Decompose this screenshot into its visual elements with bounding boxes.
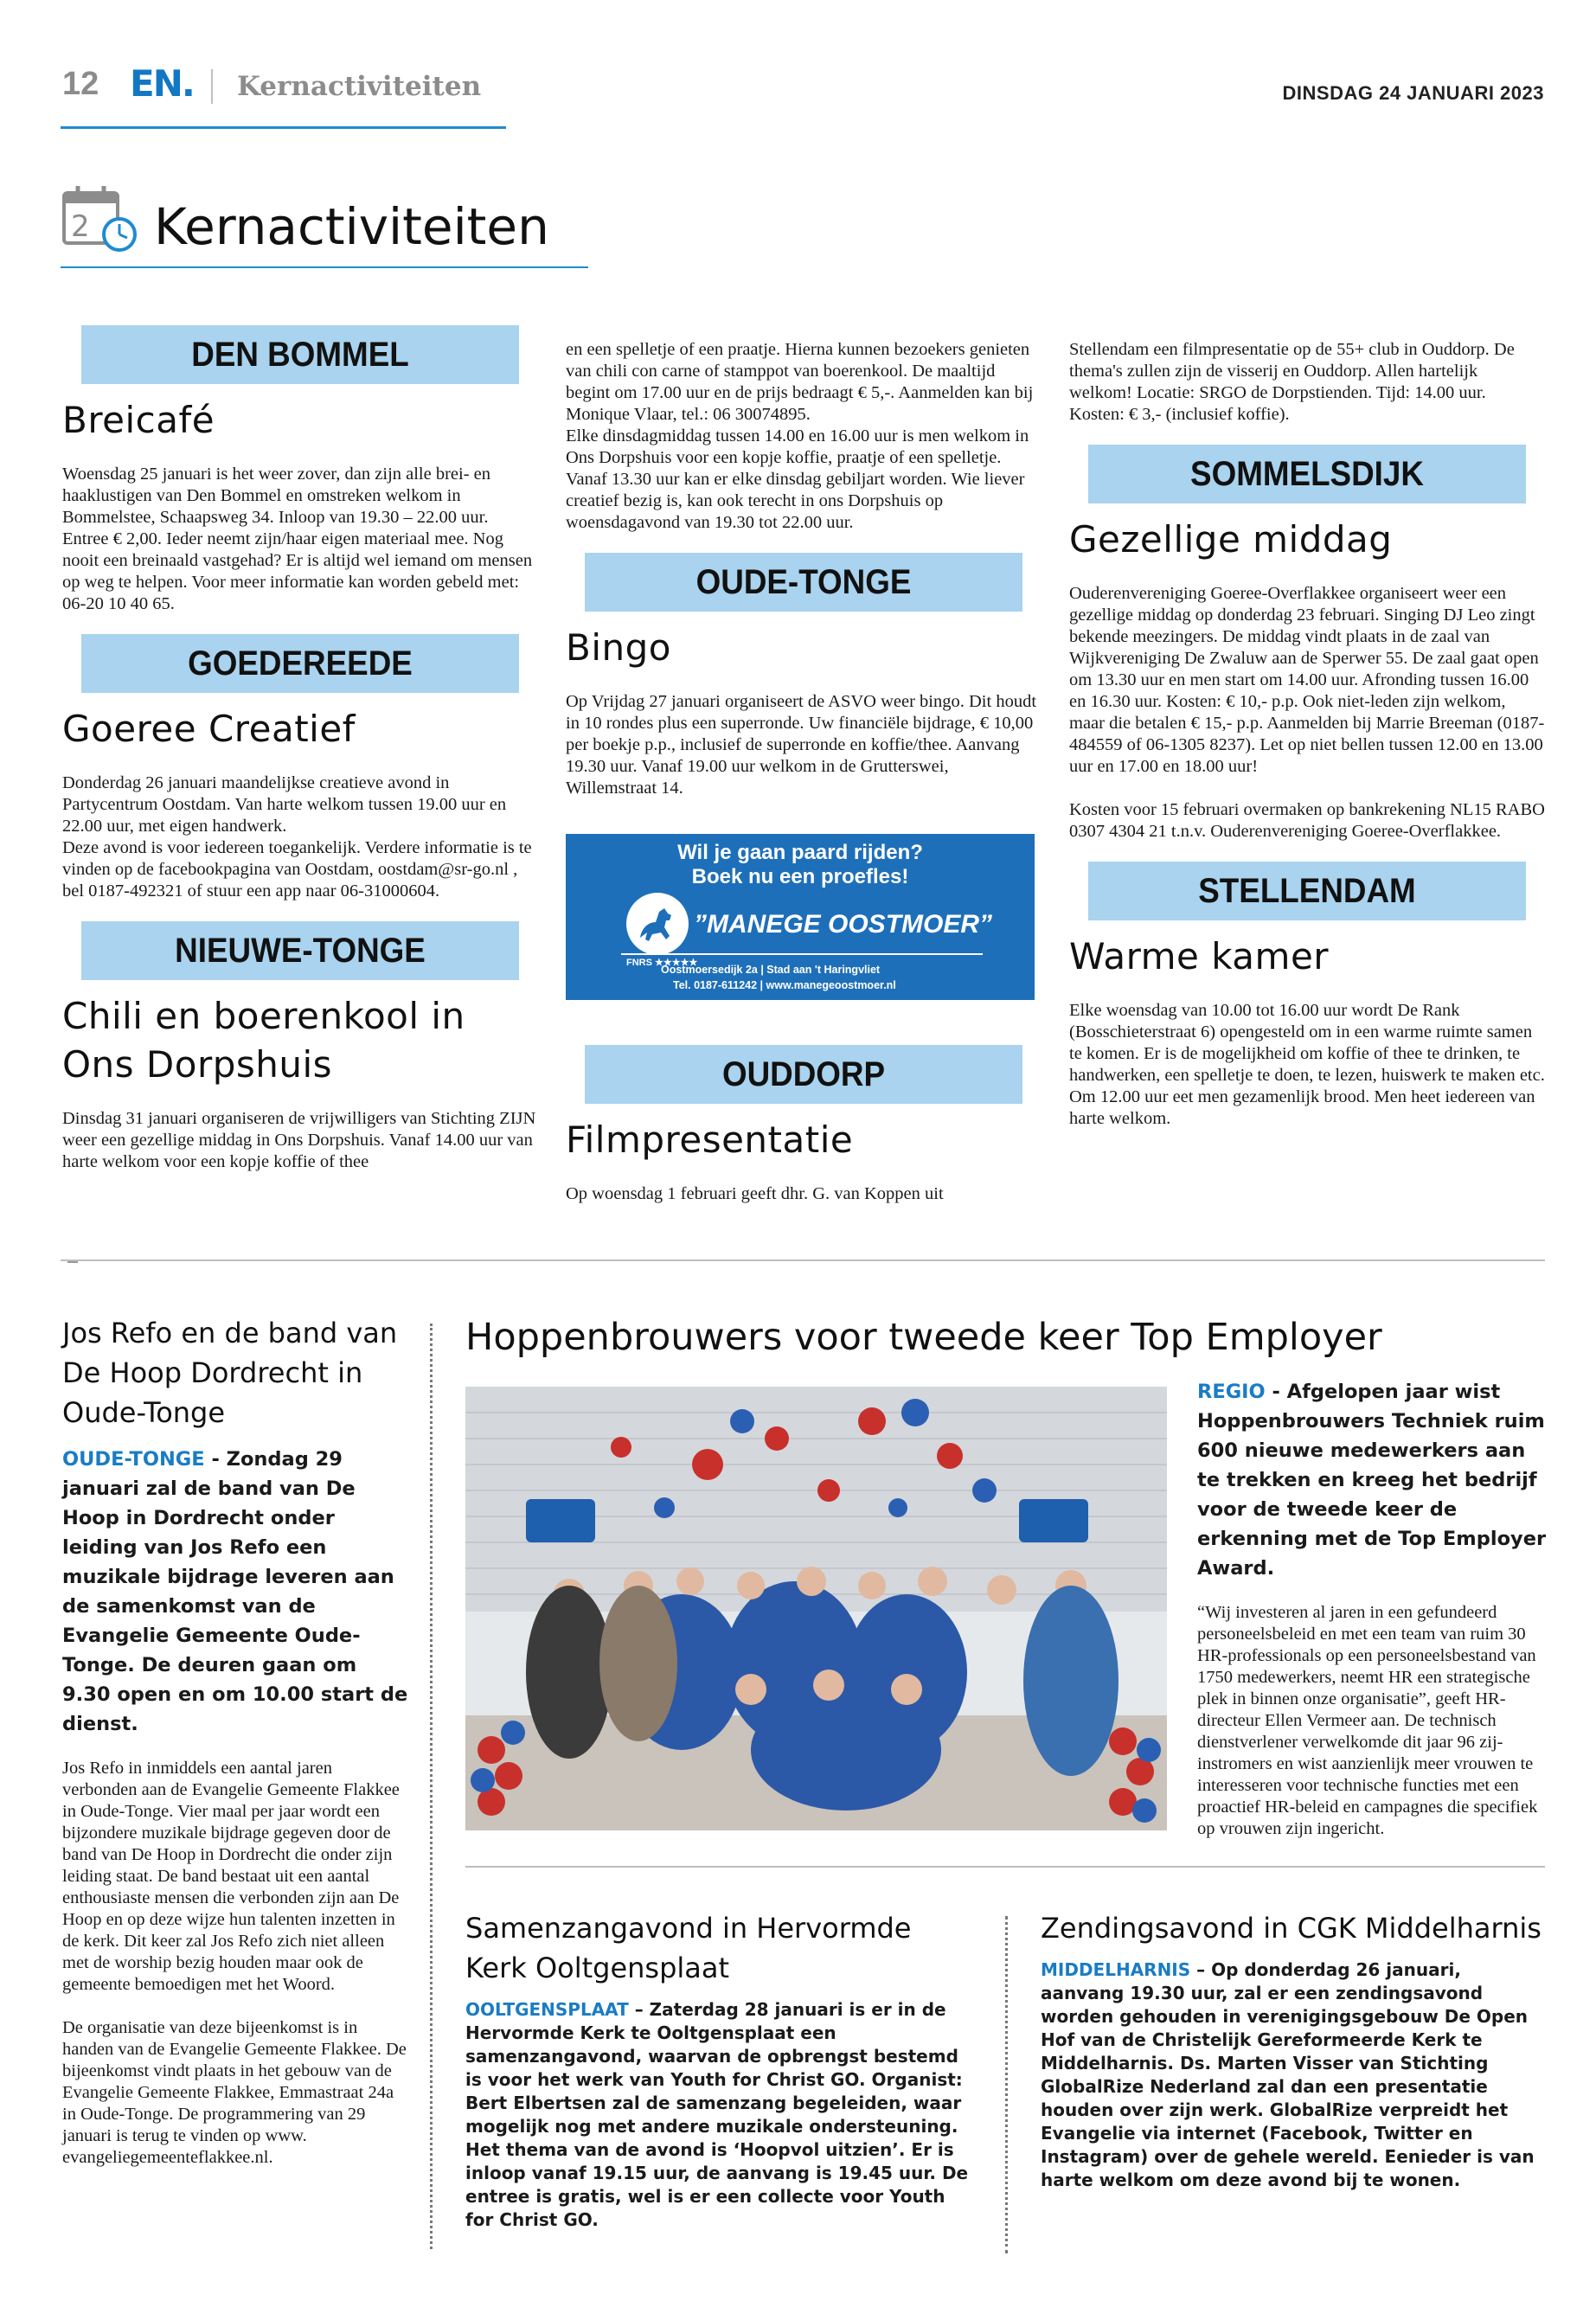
place-band-goedereede: GOEDEREEDE bbox=[81, 634, 519, 693]
dateline: REGIO bbox=[1197, 1381, 1266, 1403]
column-dotted-divider bbox=[1005, 1916, 1008, 2253]
column-dotted-divider bbox=[430, 1324, 433, 2249]
story-body: “Wij investeren al jaren in een gefundeerd personeelsbeleid en met een team van ruim 30 HR-professionals op een personeelsbestand van 1750 medewerkers, neemt HR een strategische plek in binnen onze organisatie”, geeft HR-directeur Ellen Vermeer aan. De technisch dienstverlener verwelkomde dit jaar 96 zij-instromers en wist aanzienlijk meer vrouwen te interesseren voor technische functies met een proactief HR-beleid en campagnes die specifiek op vrouwen zijn ingericht. bbox=[1197, 1603, 1538, 1838]
story-jos-refo bbox=[62, 1313, 408, 2169]
story-heading: Samenzangavond in Hervormde Kerk Ooltgensplaat bbox=[465, 1912, 912, 1984]
ad-subheadline: Boek nu een proefles! bbox=[691, 865, 909, 888]
article-body: Ouderenvereniging Goeree-Overflakkee organiseert weer een gezellige middag op donderdag 23 februari. Singing DJ Leo zingt bekende meezingers. De middag vindt plaats in de zaal van Wijkvereniging De Zwaluw aan de Sperwer 55. De zaal gaat open om 13.30 uur en men start om 14.00 uur. Afronding tussen 16.00 en 16.30 uur. Kosten: € 10,- p.p. Ook niet-leden zijn welkom, maar die betalen € 15,- p.p. Aanmelden bij Marrie Breeman (0187-484559 of 06-1305 8237). Let op niet bellen tussen 12.00 en 13.00 uur en 17.00 en 18.00 uur! bbox=[1069, 584, 1545, 776]
dateline: MIDDELHARNIS bbox=[1041, 1959, 1191, 1980]
article-body: Op woensdag 1 februari geeft dhr. G. van Koppen uit bbox=[566, 1184, 944, 1203]
story-lead: - Afgelopen jaar wist Hoppenbrouwers Techniek ruim 600 nieuwe medewerkers aan te trekken en kreeg het bedrijf voor de tweede keer de erkenning met de Top Employer Award. bbox=[1197, 1381, 1547, 1580]
article-body-continued: en een spelletje of een praatje. Hierna kunnen bezoekers genieten van chili con carne of stamppot van boerenkool. De maaltijd begint om 17.00 uur en de prijs bedraagt € 5,-. Aanmelden kan bij Monique Vlaar, tel.: 06 30074895. bbox=[566, 340, 1034, 424]
page-number: 12 bbox=[62, 66, 99, 102]
calendar-digit: 2 bbox=[71, 209, 90, 244]
section-divider bbox=[61, 1259, 1545, 1261]
story-heading-hoppenbrouwers: Hoppenbrouwers voor tweede keer Top Employer bbox=[465, 1316, 1382, 1359]
article-heading-breicafe: Breicafé bbox=[62, 399, 215, 441]
place-band-oude-tonge: OUDE-TONGE bbox=[585, 553, 1022, 612]
column-2 bbox=[566, 339, 1042, 799]
article-heading-filmpresentatie: Filmpresentatie bbox=[566, 1118, 854, 1161]
place-band-sommelsdijk: SOMMELSDIJK bbox=[1088, 445, 1526, 503]
story-lead: – Zaterdag 28 januari is er in de Hervormde Kerk te Ooltgensplaat een samenzangavond, waarvan de opbrengst bestemd is voor het werk van Youth for Christ GO. Organist: Bert Elbertsen zal de samenzang begeleiden, waar mogelijk nog met andere muzikale ondersteuning. Het thema van de avond is ‘Hoopvol uitzien’. Er is inloop vanaf 19.15 uur, de aanvang is 19.45 uur. De entree is gratis, wel is er een collecte voor Youth for Christ GO. bbox=[465, 1999, 969, 2230]
header-divider bbox=[211, 69, 213, 104]
calendar-clock-icon bbox=[61, 184, 138, 253]
ad-address: Oostmoersedijk 2a | Stad aan 't Haringvliet bbox=[661, 964, 881, 976]
article-body: Op Vrijdag 27 januari organiseert de ASVO weer bingo. Dit houdt in 10 rondes plus een superronde. Uw financiële bijdrage, € 10,00 per boekje p.p., inclusief de superronde en koffie/thee. Aanvang 19.30 uur. Vanaf 19.00 uur welkom in de Grutterswei, Willemstraat 14. bbox=[566, 692, 1037, 798]
column-1 bbox=[62, 325, 538, 1173]
section-label: Kernactiviteiten bbox=[237, 71, 482, 102]
story-heading: Zendingsavond in CGK Middelharnis bbox=[1041, 1912, 1542, 1945]
place-band-stellendam: STELLENDAM bbox=[1088, 862, 1526, 920]
story-lead: – Op donderdag 26 januari, aanvang 19.30 uur, zal er een zendingsavond worden gehouden in verenigingsgebouw De Open Hof van de Christelijk Gereformeerde Kerk te Middelharnis. Ds. Marten Visser van Stichting GlobalRize Nederland zal dan een presentatie houden over zijn werk. GlobalRize verpreidt het Evangelie via internet (Facebook, Twitter en Instagram) over de gehele wereld. Eenieder is van harte welkom om deze avond bij te wonen. bbox=[1041, 1959, 1535, 2190]
article-heading-chili: Chili en boerenkool in Ons Dorpshuis bbox=[62, 995, 465, 1086]
story-samenzangavond bbox=[465, 1908, 971, 2232]
article-body: Donderdag 26 januari maandelijkse creatieve avond in Partycentrum Oostdam. Van harte welkom tussen 19.00 uur en 22.00 uur, met eigen handwerk. bbox=[62, 773, 507, 836]
place-band-den-bommel: DEN BOMMEL bbox=[81, 325, 519, 384]
newspaper-logo: EN. bbox=[130, 62, 194, 105]
article-heading-warme-kamer: Warme kamer bbox=[1069, 935, 1330, 977]
article-body: Elke woensdag van 10.00 tot 16.00 uur wordt De Rank (Bosschieterstraat 6) opengesteld om in een warme ruimte samen te komen. Er is de mogelijkheid om koffie of thee te drinken, te handwerken, een spelletje te doen, te lezen, huiswerk te maken etc. Om 12.00 uur eet men gezamenlijk brood. Men heet iedereen van harte welkom. bbox=[1069, 1001, 1545, 1128]
column-2-bottom bbox=[566, 1045, 1042, 1205]
place-band-ouddorp: OUDDORP bbox=[585, 1045, 1022, 1104]
article-body: Deze avond is voor iedereen toegankelijk. Verdere informatie is te vinden op de facebookpagina van Oostdam, oostdam@sr-go.nl , bel 0187-492321 of stuur een app naar 06-31000604. bbox=[62, 838, 532, 901]
article-body: Woensdag 25 januari is het weer zover, dan zijn alle brei- en haaklustigen van Den Bommel en omstreken welkom in Bommelstee, Schaapsweg 34. Inloop van 19.30 – 22.00 uur. Entree € 2,00. Ieder neemt zijn/haar eigen materiaal mee. Nog nooit een breinaald vastgehad? Er is altijd wel iemand om mensen op weg te helpen. Voor meer informatie kan worden gebeld met: 06-20 10 40 65. bbox=[62, 465, 533, 613]
ad-contact: Tel. 0187-611242 | www.manegeoostmoer.nl bbox=[673, 979, 896, 991]
dateline: OOLTGENSPLAAT bbox=[465, 1999, 629, 2020]
article-body-continued: Elke dinsdagmiddag tussen 14.00 en 16.00 uur is men welkom in Ons Dorpshuis voor een kopje koffie, praatje of een spelletje. Vanaf 13.30 uur kan er elke dinsdag gebiljart worden. Wie liever creatief bezig is, kan ook terecht in ons Dorpshuis op woensdagavond van 19.30 tot 22.00 uur. bbox=[566, 426, 1029, 532]
manege-advertisement[interactable] bbox=[566, 834, 1035, 1000]
article-heading-goeree-creatief: Goeree Creatief bbox=[62, 708, 356, 750]
story-body: Jos Refo in inmiddels een aantal jaren verbonden aan de Evangelie Gemeente Flakkee in Oude-Tonge. Vier maal per jaar wordt een bijzondere muzikale bijdrage gegeven door de band van De Hoop in Dordrecht die onder zijn leiding staat. De band bestaat uit een aantal enthousiaste mensen die verbonden zijn aan De Hoop en op deze wijze hun talenten inzetten in de kerk. Dit keer zal Jos Refo zich niet alleen met de worship bezig houden maar ook de gemeente bemoedigen met het Woord. bbox=[62, 1759, 400, 1994]
issue-date: DINSDAG 24 JANUARI 2023 bbox=[1282, 82, 1544, 104]
ad-divider bbox=[621, 953, 983, 955]
story-body: De organisatie van deze bijeenkomst is in handen van de Evangelie Gemeente Flakkee. De bijeenkomst vindt plaats in het gebouw van de Evangelie Gemeente Flakkee, Emmastraat 24a in Oude-Tonge. De programmering van 29 januari is terug te vinden op www. evangeliegemeenteflakkee.nl. bbox=[62, 2018, 407, 2167]
dateline: OUDE-TONGE bbox=[62, 1448, 205, 1471]
story-hoppenbrouwers bbox=[1197, 1377, 1548, 1840]
story-zendingsavond bbox=[1041, 1908, 1547, 2192]
article-body: Dinsdag 31 januari organiseren de vrijwilligers van Stichting ZIJN weer een gezellige middag in Ons Dorpshuis. Vanaf 14.00 uur van harte welkom voor een kopje koffie of thee bbox=[62, 1109, 536, 1171]
place-band-nieuwe-tonge: NIEUWE-TONGE bbox=[81, 921, 519, 980]
story-divider bbox=[465, 1866, 1545, 1868]
ad-headline: Wil je gaan paard rijden? bbox=[677, 841, 923, 864]
article-heading-gezellige-middag: Gezellige middag bbox=[1069, 518, 1393, 561]
header-rule bbox=[61, 126, 506, 129]
horse-logo-icon bbox=[626, 893, 689, 955]
ad-business-name: ”MANEGE OOSTMOER” bbox=[694, 910, 993, 939]
article-body-continued: Stellendam een filmpresentatie op de 55+ club in Ouddorp. De thema's zullen zijn de visserij en Ouddorp. Allen hartelijk welkom! Locatie: SRGO de Dorpstienden. Tijd: 14.00 uur. Kosten: € 3,- (inclusief koffie). bbox=[1069, 340, 1515, 424]
team-photo bbox=[465, 1387, 1167, 1830]
title-rule bbox=[61, 266, 588, 268]
story-lead: - Zondag 29 januari zal de band van De Hoop in Dordrecht onder leiding van Jos Refo een muzikale bijdrage leveren aan de samenkomst van de Evangelie Gemeente Oude-Tonge. De deuren gaan om 9.30 open en om 10.00 start de dienst. bbox=[62, 1448, 408, 1735]
divider-tick bbox=[67, 1261, 78, 1263]
ad-rating: FNRS ★★★★★ bbox=[626, 958, 698, 968]
article-body: Kosten voor 15 februari overmaken op bankrekening NL15 RABO 0307 4304 21 t.n.v. Ouderenvereniging Goeree-Overflakkee. bbox=[1069, 800, 1545, 841]
page-title: Kernactiviteiten bbox=[154, 197, 549, 256]
story-heading: Jos Refo en de band van De Hoop Dordrecht in Oude-Tonge bbox=[62, 1317, 398, 1429]
column-3 bbox=[1069, 339, 1545, 1130]
article-heading-bingo: Bingo bbox=[566, 626, 671, 669]
